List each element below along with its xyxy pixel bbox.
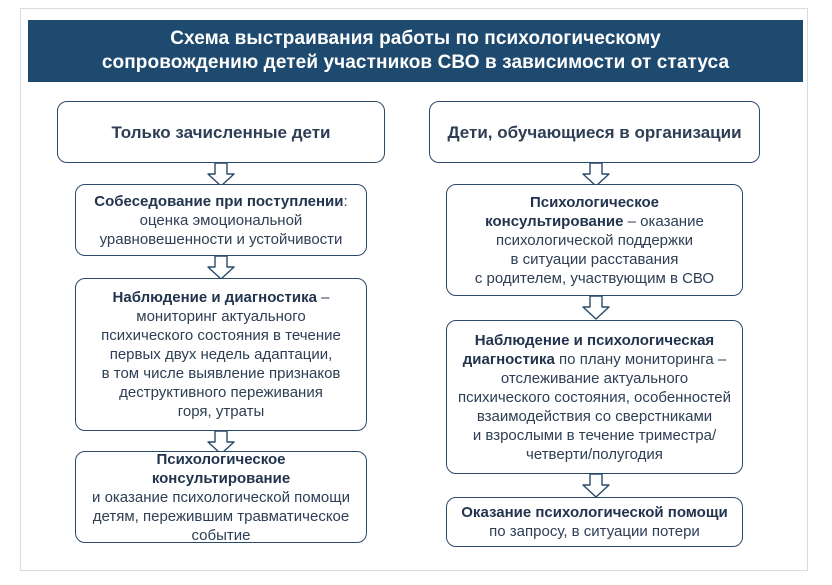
left-header-label: Только зачисленные дети [111,122,331,142]
diagram-title: Схема выстраивания работы по психологическому сопровождению детей участников СВО в зависимости от статуса [101,28,730,73]
step-bold-text: Наблюдение и диагностика [112,289,317,306]
left-step-interview [75,184,367,256]
step-body-text: и оказание психологической помощи детям, пережившим травматическое событие [92,488,350,544]
step-bold-text: Наблюдение и психологическая диагностика [462,331,715,368]
arrow-down-icon [206,256,236,280]
right-step-help [446,497,743,547]
arrow-down-icon [581,296,611,320]
right-header-label: Дети, обучающиеся в организации [447,122,742,142]
right-column-header [429,101,760,163]
step-bold-text: Собеседование при поступлении [94,192,344,210]
step-body-text: по запросу, в ситуации потери [489,523,700,540]
title-banner [28,20,803,82]
right-step-diagnostics [446,320,743,474]
step-body-text: : оценка эмоциональной уравновешенности и устойчивости [99,192,348,248]
right-step-consulting [446,184,743,296]
step-body-text: – оказание психологической поддержки в ситуации расставания с родителем, участвующим в СВО [474,212,715,287]
step-bold-text: Психологическое консультирование [485,193,660,230]
step-body-text: – мониторинг актуального психического состояния в течение первых двух недель адаптации, в том числе выявление признаков деструктивного переживания горя, утраты [101,289,341,420]
left-step-observation [75,278,367,431]
left-step-counseling [75,451,367,543]
step-bold-text: Оказание психологической помощи [461,504,728,521]
step-body-text: по плану мониторинга – отслеживание актуального психического состояния, особенностей взаимодействия со сверстниками и взрослыми в течение триместра/ четверти/полугодия [457,350,731,463]
arrow-down-icon [581,474,611,498]
left-column-header [57,101,385,163]
step-bold-text: Психологическое консультирование [151,450,291,487]
